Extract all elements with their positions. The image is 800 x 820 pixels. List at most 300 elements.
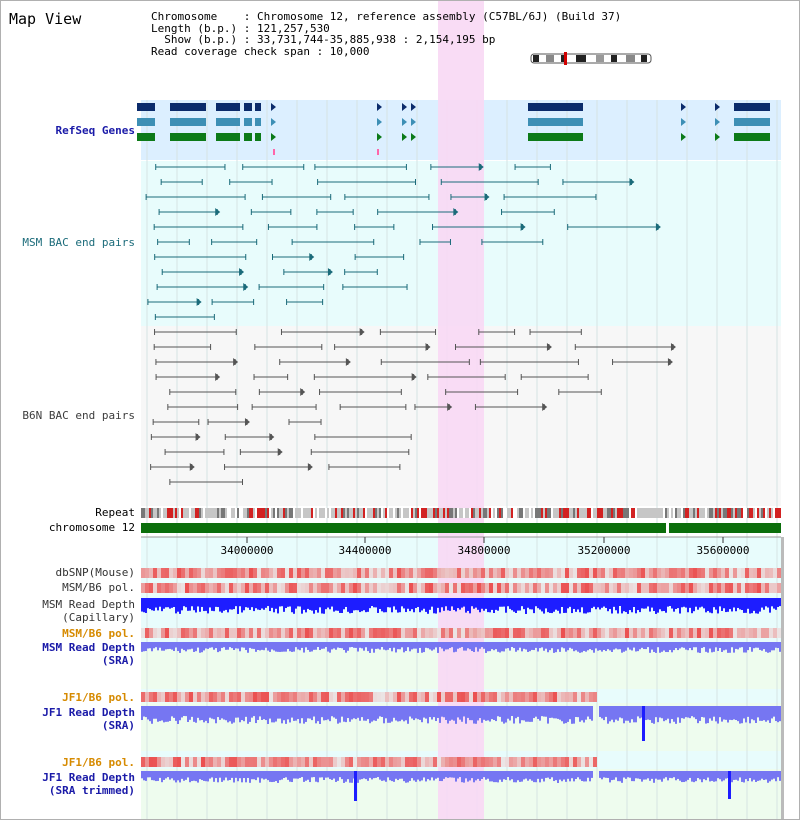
read-depth-bar xyxy=(415,598,417,608)
read-depth-bar xyxy=(277,771,279,783)
read-depth-bar xyxy=(739,598,741,609)
read-depth-bar xyxy=(709,706,711,718)
read-depth-bar xyxy=(697,771,699,778)
track-label-chromosome[interactable]: chromosome 12 xyxy=(48,521,135,534)
polymorphism-cell xyxy=(313,628,317,638)
read-depth-bar xyxy=(303,706,305,724)
polymorphism-cell xyxy=(329,757,333,767)
read-depth-bar xyxy=(159,771,161,778)
read-depth-bar xyxy=(731,771,733,782)
read-depth-bar xyxy=(763,598,765,610)
read-depth-bar xyxy=(425,642,427,648)
track-label-msm-b6-pol[interactable]: MSM/B6 pol. xyxy=(62,581,135,594)
track-label-jf1-b6-pol[interactable]: JF1/B6 pol. xyxy=(62,691,135,704)
read-depth-bar xyxy=(317,771,319,782)
track-label-msm-bac[interactable]: MSM BAC end pairs xyxy=(22,236,135,249)
read-depth-bar xyxy=(229,642,231,647)
read-depth-bar xyxy=(707,642,709,653)
polymorphism-cell xyxy=(181,692,185,702)
read-depth-bar xyxy=(471,706,473,720)
read-depth-bar xyxy=(581,642,583,652)
read-depth-bar xyxy=(625,771,627,779)
read-depth-bar xyxy=(243,771,245,778)
polymorphism-cell xyxy=(449,692,453,702)
read-depth-bar xyxy=(237,642,239,649)
read-depth-bar xyxy=(717,642,719,651)
read-depth-bar xyxy=(151,642,153,651)
read-depth-bar xyxy=(215,771,217,778)
polymorphism-cell xyxy=(345,757,349,767)
read-depth-bar xyxy=(753,598,755,611)
polymorphism-cell xyxy=(421,628,425,638)
repeat-feature xyxy=(649,508,651,518)
polymorphism-cell xyxy=(489,583,493,593)
polymorphism-cell xyxy=(689,583,693,593)
read-depth-bar xyxy=(339,706,341,723)
polymorphism-cell xyxy=(205,757,209,767)
read-depth-bar xyxy=(253,771,255,779)
read-depth-bar xyxy=(447,771,449,778)
read-depth-bar xyxy=(669,771,671,778)
read-depth-bar xyxy=(175,598,177,613)
repeat-feature xyxy=(173,508,175,518)
polymorphism-cell xyxy=(637,628,641,638)
read-depth-bar xyxy=(373,598,375,607)
read-depth-bar xyxy=(761,771,763,779)
repeat-feature xyxy=(489,508,491,518)
read-depth-bar xyxy=(443,642,445,651)
polymorphism-cell xyxy=(353,568,357,578)
read-depth-bar xyxy=(153,598,155,611)
read-depth-bar xyxy=(227,598,229,612)
polymorphism-cell xyxy=(461,692,465,702)
polymorphism-cell xyxy=(173,757,177,767)
read-depth-bar xyxy=(351,642,353,647)
polymorphism-cell xyxy=(349,692,353,702)
read-depth-bar xyxy=(657,598,659,613)
read-depth-bar xyxy=(197,598,199,606)
read-depth-bar xyxy=(503,598,505,607)
polymorphism-cell xyxy=(385,628,389,638)
polymorphism-cell xyxy=(313,757,317,767)
repeat-feature xyxy=(713,508,715,518)
polymorphism-cell xyxy=(765,583,769,593)
read-depth-bar xyxy=(329,706,331,721)
read-depth-bar xyxy=(251,642,253,649)
read-depth-bar xyxy=(623,598,625,611)
polymorphism-cell xyxy=(173,692,177,702)
read-depth-bar xyxy=(367,771,369,781)
repeat-feature xyxy=(717,508,719,518)
axis-tick-label: 34400000 xyxy=(338,544,392,557)
read-depth-bar xyxy=(465,598,467,613)
repeat-feature xyxy=(257,508,259,518)
repeat-feature xyxy=(409,508,411,518)
read-depth-bar xyxy=(523,642,525,649)
polymorphism-cell xyxy=(345,692,349,702)
read-depth-bar xyxy=(561,771,563,781)
polymorphism-cell xyxy=(669,583,673,593)
read-depth-bar xyxy=(453,771,455,778)
polymorphism-cell xyxy=(733,583,737,593)
read-depth-bar xyxy=(467,706,469,718)
polymorphism-cell xyxy=(157,757,161,767)
read-depth-bar xyxy=(231,771,233,778)
read-depth-bar xyxy=(685,771,687,781)
polymorphism-cell xyxy=(429,568,433,578)
read-depth-bar xyxy=(687,771,689,780)
repeat-feature xyxy=(267,508,269,518)
read-depth-bar xyxy=(675,706,677,724)
read-depth-bar xyxy=(527,706,529,722)
read-depth-bar xyxy=(343,771,345,783)
polymorphism-cell xyxy=(413,583,417,593)
polymorphism-cell xyxy=(365,757,369,767)
read-depth-bar xyxy=(395,771,397,779)
repeat-feature xyxy=(605,508,607,518)
polymorphism-cell xyxy=(177,757,181,767)
read-depth-bar xyxy=(469,642,471,649)
repeat-feature xyxy=(729,508,731,518)
read-depth-bar xyxy=(411,598,413,609)
polymorphism-cell xyxy=(721,568,725,578)
repeat-feature xyxy=(677,508,679,518)
read-depth-bar xyxy=(563,642,565,648)
read-depth-bar xyxy=(325,706,327,720)
repeat-feature xyxy=(635,508,637,518)
read-depth-bar xyxy=(539,706,541,721)
repeat-feature xyxy=(595,508,597,518)
read-depth-bar xyxy=(381,598,383,611)
read-depth-bar xyxy=(167,598,169,607)
polymorphism-cell xyxy=(193,583,197,593)
polymorphism-cell xyxy=(333,757,337,767)
polymorphism-cell xyxy=(345,583,349,593)
read-depth-bar xyxy=(353,642,355,648)
read-depth-bar xyxy=(703,642,705,647)
axis-tick-label: 34000000 xyxy=(220,544,274,557)
polymorphism-cell xyxy=(209,692,213,702)
read-depth-bar xyxy=(645,642,647,649)
polymorphism-cell xyxy=(173,583,177,593)
read-depth-bar xyxy=(721,706,723,722)
track-label-jf1-depth-sra[interactable]: JF1 Read Depth xyxy=(42,706,135,719)
read-depth-bar xyxy=(599,642,601,650)
track-label-dbsnp[interactable]: dbSNP(Mouse) xyxy=(55,566,135,579)
read-depth-bar xyxy=(501,771,503,782)
read-depth-bar xyxy=(463,598,465,607)
read-depth-bar xyxy=(721,642,723,652)
read-depth-bar xyxy=(501,598,503,607)
read-depth-bar xyxy=(359,706,361,721)
polymorphism-cell xyxy=(421,757,425,767)
read-depth-bar xyxy=(421,706,423,722)
read-depth-bar xyxy=(279,771,281,780)
read-depth-bar xyxy=(147,642,149,648)
polymorphism-cell xyxy=(177,628,181,638)
polymorphism-cell xyxy=(185,692,189,702)
repeat-feature xyxy=(487,508,489,518)
repeat-feature xyxy=(619,508,621,518)
read-depth-bar xyxy=(723,642,725,650)
polymorphism-cell xyxy=(169,583,173,593)
track-label-refseq[interactable]: RefSeq Genes xyxy=(55,124,135,137)
read-depth-bar xyxy=(615,598,617,610)
polymorphism-cell xyxy=(417,692,421,702)
read-depth-bar xyxy=(617,598,619,613)
read-depth-bar xyxy=(631,642,633,650)
read-depth-bar xyxy=(535,706,537,717)
polymorphism-cell xyxy=(353,583,357,593)
polymorphism-cell xyxy=(501,583,505,593)
polymorphism-cell xyxy=(153,757,157,767)
polymorphism-cell xyxy=(589,757,593,767)
track-label-msm-depth-capillary[interactable]: MSM Read Depth xyxy=(42,598,135,611)
read-depth-bar xyxy=(421,771,423,780)
polymorphism-cell xyxy=(773,628,777,638)
read-depth-bar xyxy=(665,598,667,613)
read-depth-bar xyxy=(429,598,431,610)
polymorphism-cell xyxy=(213,568,217,578)
read-depth-bar xyxy=(529,598,531,609)
polymorphism-cell xyxy=(205,692,209,702)
read-depth-bar xyxy=(603,706,605,720)
read-depth-bar xyxy=(635,706,637,722)
read-depth-bar xyxy=(731,642,733,647)
polymorphism-cell xyxy=(317,568,321,578)
read-depth-bar xyxy=(777,642,779,648)
polymorphism-cell xyxy=(709,583,713,593)
read-depth-bar xyxy=(301,642,303,648)
read-depth-bar xyxy=(629,706,631,723)
polymorphism-cell xyxy=(321,583,325,593)
read-depth-bar xyxy=(525,642,527,649)
repeat-feature xyxy=(285,508,287,518)
read-depth-bar xyxy=(211,598,213,611)
read-depth-bar xyxy=(473,706,475,724)
read-depth-bar xyxy=(605,706,607,717)
polymorphism-cell xyxy=(553,628,557,638)
read-depth-bar xyxy=(569,771,571,781)
repeat-feature xyxy=(753,508,755,518)
polymorphism-cell xyxy=(569,568,573,578)
read-depth-bar xyxy=(715,706,717,721)
read-depth-bar xyxy=(725,642,727,650)
polymorphism-cell xyxy=(665,568,669,578)
repeat-feature xyxy=(661,508,663,518)
track-label-msm-b6-pol-sra[interactable]: MSM/B6 pol. xyxy=(62,627,135,640)
polymorphism-cell xyxy=(225,568,229,578)
polymorphism-cell xyxy=(709,568,713,578)
read-depth-bar xyxy=(681,706,683,718)
polymorphism-cell xyxy=(553,692,557,702)
read-depth-bar xyxy=(749,598,751,614)
polymorphism-cell xyxy=(549,692,553,702)
read-depth-bar xyxy=(373,642,375,653)
read-depth-bar xyxy=(423,771,425,777)
read-depth-bar xyxy=(651,706,653,723)
read-depth-bar xyxy=(173,598,175,607)
repeat-feature xyxy=(147,508,149,518)
read-depth-bar xyxy=(607,642,609,649)
read-depth-bar xyxy=(225,706,227,720)
repeat-feature xyxy=(317,508,319,518)
polymorphism-cell xyxy=(361,692,365,702)
gene-feature xyxy=(137,103,155,111)
polymorphism-cell xyxy=(525,628,529,638)
read-depth-bar xyxy=(611,771,613,780)
repeat-feature xyxy=(689,508,691,518)
read-depth-bar xyxy=(367,706,369,719)
read-depth-bar xyxy=(381,642,383,647)
polymorphism-cell xyxy=(657,583,661,593)
read-depth-bar xyxy=(541,642,543,647)
read-depth-bar xyxy=(307,598,309,609)
read-depth-bar xyxy=(319,642,321,650)
read-depth-bar xyxy=(583,706,585,722)
polymorphism-cell xyxy=(465,757,469,767)
polymorphism-cell xyxy=(717,628,721,638)
read-depth-bar xyxy=(199,706,201,720)
read-depth-bar xyxy=(219,706,221,720)
read-depth-bar xyxy=(543,598,545,614)
read-depth-bar xyxy=(621,598,623,613)
read-depth-bar xyxy=(169,598,171,609)
read-depth-bar xyxy=(265,771,267,779)
read-depth-bar xyxy=(569,598,571,607)
read-depth-bar xyxy=(729,598,731,609)
read-depth-bar xyxy=(347,598,349,612)
repeat-feature xyxy=(303,508,305,518)
read-depth-bar xyxy=(433,598,435,613)
polymorphism-cell xyxy=(453,757,457,767)
read-depth-bar xyxy=(771,642,773,650)
repeat-feature xyxy=(705,508,707,518)
polymorphism-cell xyxy=(461,568,465,578)
read-depth-bar xyxy=(579,598,581,612)
read-depth-bar xyxy=(531,771,533,781)
polymorphism-cell xyxy=(609,628,613,638)
repeat-feature xyxy=(577,508,579,518)
read-depth-bar xyxy=(687,642,689,650)
read-depth-bar xyxy=(171,771,173,778)
polymorphism-cell xyxy=(517,692,521,702)
read-depth-bar xyxy=(305,771,307,781)
read-depth-bar xyxy=(357,706,359,718)
read-depth-bar xyxy=(469,598,471,613)
read-depth-bar xyxy=(503,771,505,779)
gene-feature xyxy=(244,118,252,126)
repeat-feature xyxy=(767,508,769,518)
read-depth-bar xyxy=(393,642,395,648)
read-depth-bar xyxy=(333,706,335,717)
polymorphism-cell xyxy=(769,628,773,638)
repeat-feature xyxy=(545,508,547,518)
repeat-feature xyxy=(293,508,295,518)
read-depth-bar xyxy=(323,598,325,614)
read-depth-bar xyxy=(555,771,557,780)
polymorphism-cell xyxy=(325,628,329,638)
polymorphism-cell xyxy=(581,583,585,593)
read-depth-bar xyxy=(297,598,299,606)
repeat-feature xyxy=(273,508,275,518)
read-depth-bar xyxy=(617,771,619,781)
read-depth-bar xyxy=(507,598,509,606)
read-depth-bar xyxy=(705,598,707,612)
polymorphism-cell xyxy=(425,628,429,638)
polymorphism-cell xyxy=(185,628,189,638)
polymorphism-cell xyxy=(181,628,185,638)
polymorphism-cell xyxy=(429,692,433,702)
polymorphism-cell xyxy=(421,568,425,578)
repeat-feature xyxy=(759,508,761,518)
repeat-feature xyxy=(505,508,507,518)
polymorphism-cell xyxy=(145,568,149,578)
polymorphism-cell xyxy=(461,583,465,593)
read-depth-bar xyxy=(677,598,679,608)
read-depth-bar xyxy=(241,706,243,720)
read-depth-bar xyxy=(693,598,695,611)
polymorphism-cell xyxy=(689,628,693,638)
read-depth-bar xyxy=(371,598,373,606)
polymorphism-cell xyxy=(565,583,569,593)
polymorphism-cell xyxy=(345,568,349,578)
track-label-jf1-depth-trimmed[interactable]: JF1 Read Depth xyxy=(42,771,135,784)
polymorphism-cell xyxy=(389,692,393,702)
repeat-feature xyxy=(583,508,585,518)
repeat-feature xyxy=(473,508,475,518)
polymorphism-cell xyxy=(253,757,257,767)
repeat-feature xyxy=(259,508,261,518)
polymorphism-cell xyxy=(417,568,421,578)
read-depth-bar xyxy=(653,642,655,652)
read-depth-bar xyxy=(271,642,273,649)
read-depth-bar xyxy=(765,642,767,652)
read-depth-bar xyxy=(431,706,433,720)
read-depth-bar xyxy=(779,771,781,781)
read-depth-bar xyxy=(539,771,541,782)
polymorphism-cell xyxy=(297,692,301,702)
polymorphism-cell xyxy=(273,757,277,767)
read-depth-bar xyxy=(755,706,757,723)
read-depth-bar xyxy=(241,642,243,647)
track-label-b6n-bac[interactable]: B6N BAC end pairs xyxy=(22,409,135,422)
track-label-msm-depth-sra[interactable]: MSM Read Depth xyxy=(42,641,135,654)
read-depth-bar xyxy=(235,642,237,648)
polymorphism-cell xyxy=(301,628,305,638)
read-depth-bar xyxy=(651,771,653,779)
read-depth-bar xyxy=(327,598,329,608)
read-depth-bar xyxy=(541,706,543,716)
track-label-repeat[interactable]: Repeat xyxy=(95,506,135,519)
read-depth-bar xyxy=(477,771,479,779)
read-depth-bar xyxy=(505,706,507,722)
axis-tick-label: 34800000 xyxy=(457,544,511,557)
read-depth-bar xyxy=(161,642,163,651)
read-depth-bar xyxy=(249,771,251,783)
track-label-jf1-b6-pol-2[interactable]: JF1/B6 pol. xyxy=(62,756,135,769)
read-depth-bar xyxy=(553,642,555,653)
polymorphism-cell xyxy=(593,757,597,767)
polymorphism-cell xyxy=(537,757,541,767)
repeat-feature xyxy=(691,508,693,518)
read-depth-bar xyxy=(265,642,267,648)
read-depth-bar xyxy=(473,771,475,782)
read-depth-bar xyxy=(517,706,519,717)
read-depth-bar xyxy=(363,771,365,778)
read-depth-bar xyxy=(473,642,475,652)
read-depth-bar xyxy=(701,642,703,648)
